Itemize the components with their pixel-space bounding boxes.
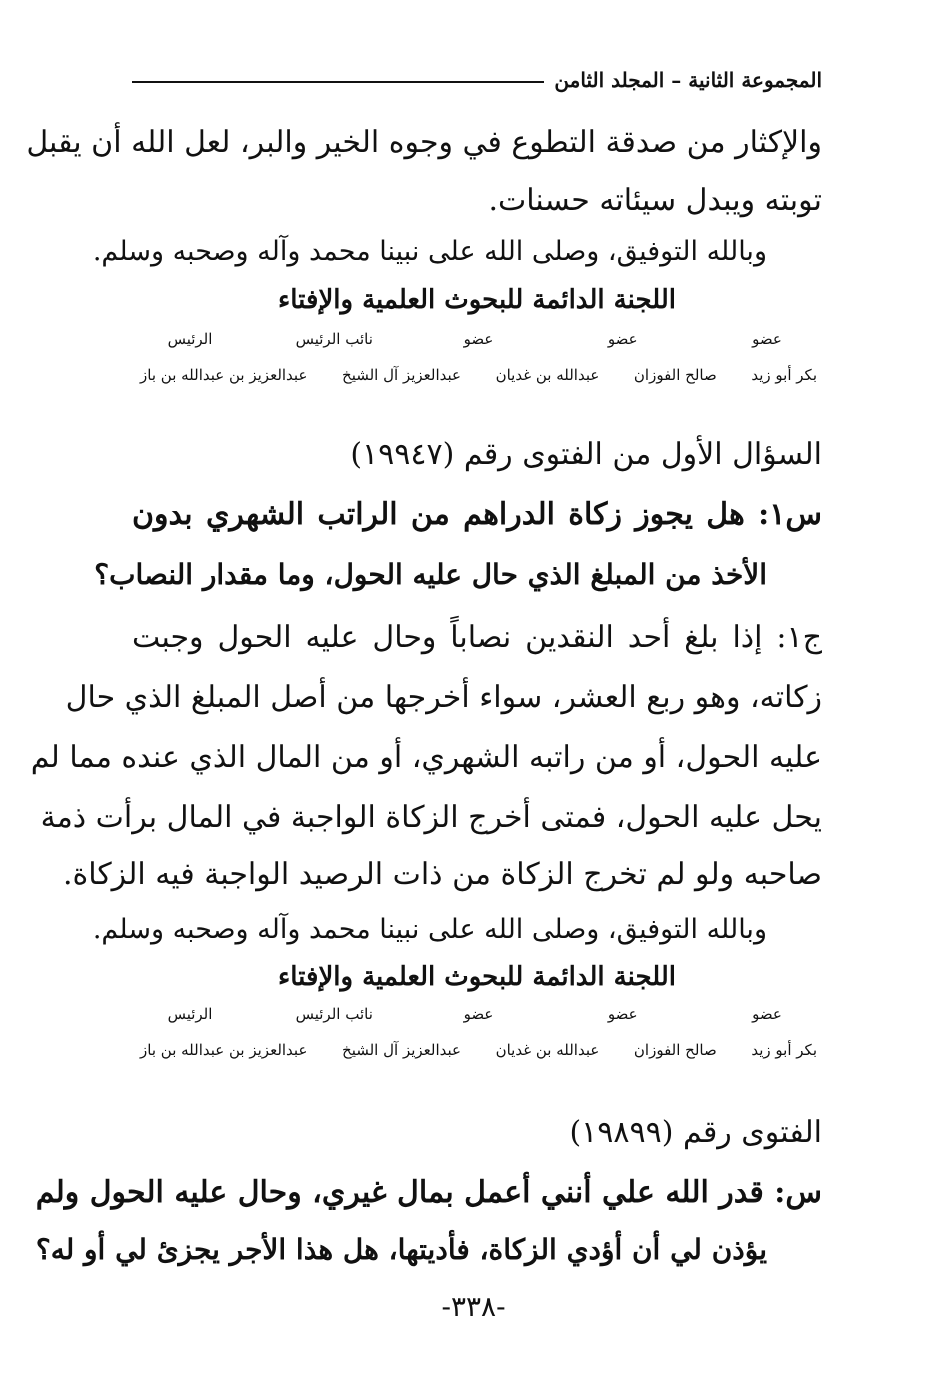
committee-title: اللجنة الدائمة للبحوث العلمية والإفتاء [278, 962, 676, 992]
answer-line: صاحبه ولو لم تخرج الزكاة من ذات الرصيد الواجبة فيه الزكاة. [62, 857, 822, 892]
role-label: عضو [463, 1005, 494, 1023]
role-label: الرئيس [167, 1005, 213, 1023]
paragraph-line: توبته ويبدل سيئاته حسنات. [488, 183, 822, 218]
header-title: المجموعة الثانية – المجلد الثامن [554, 68, 822, 92]
answer-line: ج١: إذا بلغ أحد النقدين نصاباً وحال عليه الحول وجبت [132, 620, 822, 655]
fatwa-heading: السؤال الأول من الفتوى رقم (١٩٩٤٧) [350, 437, 822, 472]
paragraph-line: والإكثار من صدقة التطوع في وجوه الخير والبر، لعل الله أن يقبل [26, 125, 822, 160]
signatory-name: عبدالله بن غديان [495, 1041, 600, 1059]
role-label: عضو [463, 330, 494, 348]
question-line: س: قدر الله علي أنني أعمل بمال غيري، وحال عليه الحول ولم [35, 1175, 822, 1210]
signatory-name: بكر أبو زيد [751, 366, 817, 384]
committee-title: اللجنة الدائمة للبحوث العلمية والإفتاء [278, 285, 676, 315]
answer-line: زكاته، وهو ربع العشر، سواء أخرجها من أصل المبلغ الذي حال [65, 680, 822, 715]
signatory-name: عبدالعزيز آل الشيخ [342, 1041, 461, 1059]
answer-line: عليه الحول، أو من راتبه الشهري، أو من المال الذي عنده مما لم [30, 740, 822, 775]
closing-prayer: وبالله التوفيق، وصلى الله على نبينا محمد وآله وصحبه وسلم. [92, 914, 767, 945]
signatory-name: صالح الفوزان [633, 1041, 717, 1059]
role-label: نائب الرئيس [295, 330, 373, 348]
role-label: عضو [607, 330, 638, 348]
answer-line: يحل عليه الحول، فمتى أخرج الزكاة الواجبة في المال برأت ذمة [40, 800, 822, 835]
question-line: الأخذ من المبلغ الذي حال عليه الحول، وما مقدار النصاب؟ [94, 558, 767, 591]
signatory-name: عبدالله بن غديان [495, 366, 600, 384]
page-number: -٣٣٨- [441, 1290, 506, 1323]
header-rule [132, 81, 544, 83]
signatory-name: بكر أبو زيد [751, 1041, 817, 1059]
role-label: عضو [607, 1005, 638, 1023]
role-label: نائب الرئيس [295, 1005, 373, 1023]
fatwa-heading: الفتوى رقم (١٩٨٩٩) [569, 1115, 822, 1150]
signatory-name: عبدالعزيز آل الشيخ [342, 366, 461, 384]
role-label: عضو [752, 1005, 782, 1023]
running-header [132, 62, 822, 98]
signatory-names [140, 1041, 817, 1059]
closing-prayer: وبالله التوفيق، وصلى الله على نبينا محمد وآله وصحبه وسلم. [92, 236, 767, 267]
signatory-name: عبدالعزيز بن عبدالله بن باز [140, 366, 308, 384]
signatory-name: عبدالعزيز بن عبدالله بن باز [140, 1041, 308, 1059]
signatory-roles [140, 330, 817, 348]
role-label: عضو [752, 330, 782, 348]
signatory-roles [140, 1005, 817, 1023]
signatory-name: صالح الفوزان [633, 366, 717, 384]
signatory-names [140, 366, 817, 384]
question-line: س١: هل يجوز زكاة الدراهم من الراتب الشهري بدون [132, 497, 822, 532]
question-line: يؤذن لي أن أؤدي الزكاة، فأديتها، هل هذا الأجر يجزئ لي أو له؟ [35, 1233, 767, 1266]
role-label: الرئيس [167, 330, 213, 348]
